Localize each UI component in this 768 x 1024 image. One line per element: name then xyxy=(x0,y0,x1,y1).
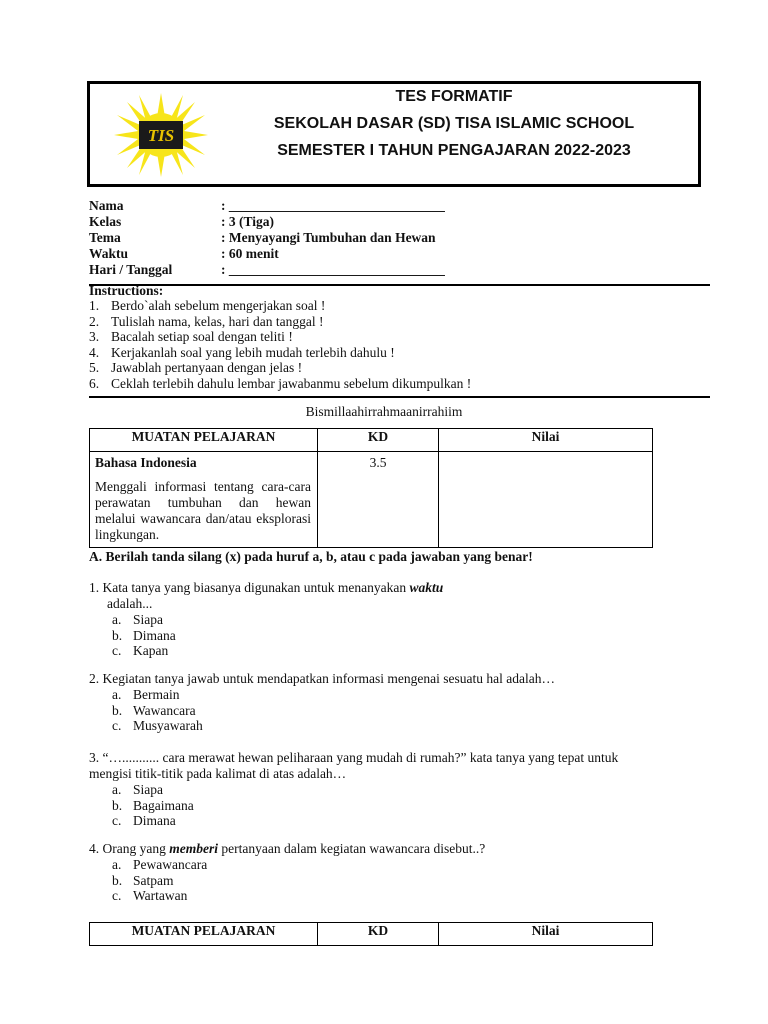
answer-option[interactable]: b. Wawancara xyxy=(112,702,196,718)
kd-cell xyxy=(318,452,439,548)
date-field[interactable]: : ________________________________ xyxy=(221,262,445,277)
question-text-continued: mengisi titik-titik pada kalimat di atas adalah… xyxy=(89,766,347,781)
instruction-item xyxy=(89,345,709,361)
question-text: 3. “…........... cara merawat hewan peliharaan yang mudah di rumah?” kata tanya yang tepat untuk xyxy=(89,750,619,765)
column-header: Nilai xyxy=(439,923,653,946)
school-name: SEKOLAH DASAR (SD) TISA ISLAMIC SCHOOL xyxy=(273,115,635,132)
answer-option[interactable]: a. Pewawancara xyxy=(112,857,208,872)
semester-info: SEMESTER I TAHUN PENGAJARAN 2022-2023 xyxy=(277,142,631,159)
identity-label: Tema xyxy=(89,230,121,245)
subject-name: Bahasa Indonesia xyxy=(95,455,197,470)
answer-option[interactable]: c. Musyawarah xyxy=(112,718,203,733)
instruction-text: Ceklah terlebih dahulu lembar jawabanmu sebelum dikumpulkan ! xyxy=(111,375,472,391)
instruction-number: 2. xyxy=(89,313,100,329)
question-3 xyxy=(89,750,618,829)
answer-option[interactable]: c. Wartawan xyxy=(112,888,188,903)
identity-label: Waktu xyxy=(89,246,129,261)
subject-description: Menggali informasi tentang cara-cara perawatan tumbuhan dan hewan melalui wawancara dan/atau eksplorasi lingkungan. xyxy=(95,479,311,542)
question-text: 1. Kata tanya yang biasanya digunakan untuk menanyakan waktu xyxy=(89,580,444,595)
subject-cell xyxy=(90,452,318,548)
answer-option[interactable]: b. Dimana xyxy=(112,627,176,643)
column-header: MUATAN PELAJARAN xyxy=(90,429,318,452)
identity-label: Nama xyxy=(89,198,124,213)
grade-table xyxy=(89,428,653,548)
instruction-item xyxy=(89,376,709,392)
column-header: KD xyxy=(318,923,439,946)
question-text-continued: adalah... xyxy=(107,596,153,611)
answer-option[interactable]: a. Siapa xyxy=(112,782,163,797)
instruction-item xyxy=(89,360,709,376)
instruction-text: Tulislah nama, kelas, hari dan tanggal ! xyxy=(111,313,324,329)
column-header: Nilai xyxy=(439,429,653,452)
section-a-heading: A. Berilah tanda silang (x) pada huruf a, b, atau c pada jawaban yang benar! xyxy=(89,549,533,564)
question-text: 2. Kegiatan tanya jawab untuk mendapatkan informasi mengenai sesuatu hal adalah… xyxy=(89,671,555,686)
instructions-title: Instructions: xyxy=(89,283,164,298)
column-header: KD xyxy=(318,429,439,452)
identity-value: : 3 (Tiga) xyxy=(221,214,274,229)
answer-option[interactable]: b. Satpam xyxy=(112,872,174,888)
divider xyxy=(89,396,710,398)
answer-option[interactable]: a. Bermain xyxy=(112,687,180,702)
answer-option[interactable]: b. Bagaimana xyxy=(112,797,194,813)
identity-value: : Menyayangi Tumbuhan dan Hewan xyxy=(221,230,436,245)
instruction-text: Berdo`alah sebelum mengerjakan soal ! xyxy=(111,298,326,313)
identity-label: Hari / Tanggal xyxy=(89,262,173,277)
column-header: MUATAN PELAJARAN xyxy=(90,923,318,946)
instruction-text: Kerjakanlah soal yang lebih mudah terlebih dahulu ! xyxy=(111,344,395,360)
grade-table-2 xyxy=(89,922,653,946)
exam-header xyxy=(87,81,701,187)
instruction-number: 4. xyxy=(89,344,100,360)
instruction-item xyxy=(89,298,709,314)
instruction-number: 6. xyxy=(89,375,100,391)
instruction-number: 1. xyxy=(89,298,100,313)
instruction-number: 5. xyxy=(89,360,100,375)
identity-label: Kelas xyxy=(89,214,122,229)
school-logo-icon xyxy=(114,93,208,177)
instruction-item xyxy=(89,329,709,345)
identity-value: : 60 menit xyxy=(221,246,279,261)
instruction-text: Bacalah setiap soal dengan teliti ! xyxy=(111,329,293,344)
question-4 xyxy=(89,841,485,904)
score-cell[interactable] xyxy=(439,452,653,548)
question-1 xyxy=(89,580,443,659)
bismillah: Bismillaahirrahmaanirrahiim xyxy=(305,404,463,419)
exam-title: TES FORMATIF xyxy=(395,88,513,105)
answer-option[interactable]: c. Dimana xyxy=(112,813,176,828)
table-row xyxy=(90,452,653,548)
name-field[interactable]: : ________________________________ xyxy=(221,198,445,213)
question-text: 4. Orang yang memberi pertanyaan dalam kegiatan wawancara disebut..? xyxy=(89,841,486,856)
instructions xyxy=(89,283,709,391)
kd-value: 3.5 xyxy=(369,455,387,470)
answer-option[interactable]: c. Kapan xyxy=(112,643,169,658)
question-2 xyxy=(89,671,555,734)
instruction-number: 3. xyxy=(89,329,100,344)
instruction-item xyxy=(89,314,709,330)
svg-text:TIS: TIS xyxy=(147,126,175,145)
answer-option[interactable]: a. Siapa xyxy=(112,612,163,627)
instruction-text: Jawablah pertanyaan dengan jelas ! xyxy=(111,360,303,375)
